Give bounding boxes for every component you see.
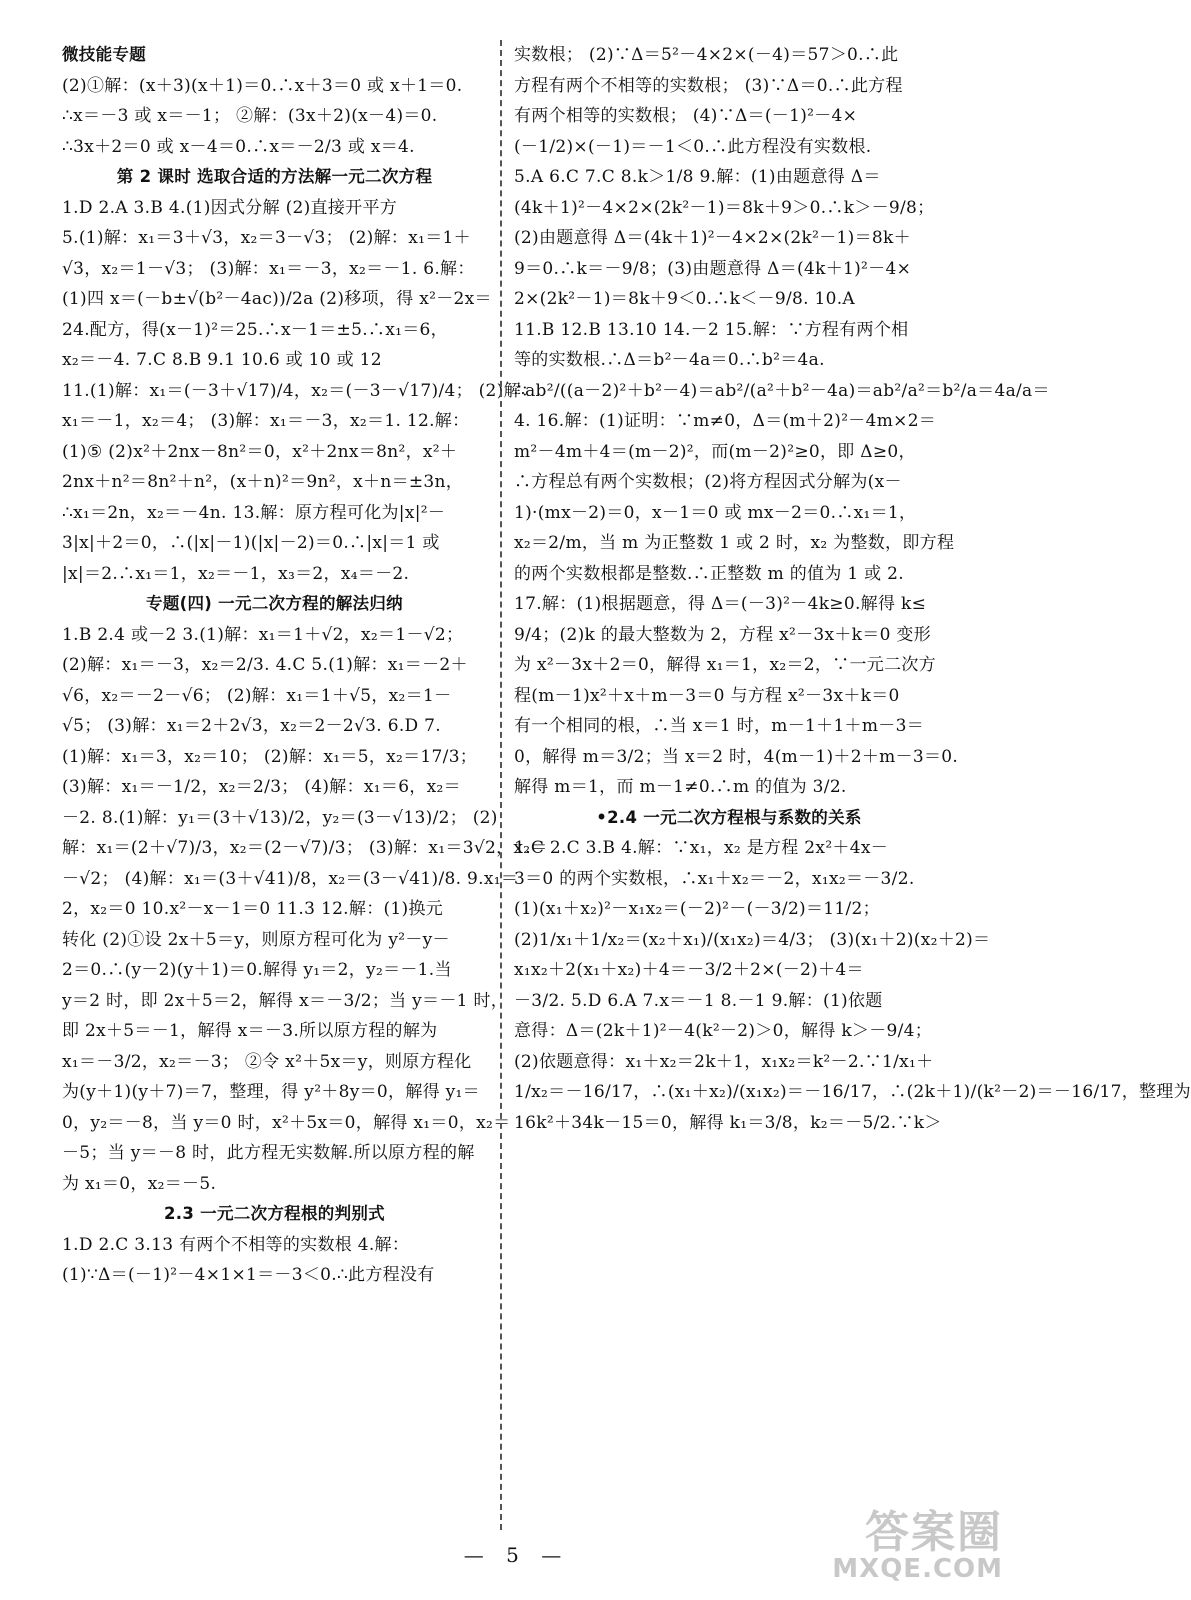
answer-line: (1)解：x₁＝3，x₂＝10； (2)解：x₁＝5，x₂＝17/3； xyxy=(62,746,478,767)
answer-line: 1.B 2.4 或－2 3.(1)解：x₁＝1＋√2，x₂＝1－√2； xyxy=(62,624,464,645)
answer-line: 3＝0 的两个实数根，∴x₁＋x₂＝－2，x₁x₂＝－3/2. xyxy=(514,868,915,889)
answer-line: x₂＝－4. 7.C 8.B 9.1 10.6 或 10 或 12 xyxy=(62,350,382,370)
right-column xyxy=(514,40,1191,1138)
answer-line: ∴ab²/((a－2)²＋b²－4)＝ab²/(a²＋b²－4a)＝ab²/a²＝b²/a＝4a/a＝ xyxy=(514,380,1050,401)
answer-line: 1.D 2.C 3.13 有两个不相等的实数根 4.解： xyxy=(62,1234,410,1255)
left-column xyxy=(62,40,548,1291)
answer-line: x₁＝－3/2，x₂＝－3； ②令 x²＋5x＝y，则原方程化 xyxy=(62,1051,472,1072)
answer-line: 1.C 2.C 3.B 4.解：∵x₁，x₂ 是方程 2x²＋4x－ xyxy=(514,838,889,858)
section-heading: 2.3 一元二次方程根的判别式 xyxy=(164,1204,385,1223)
answer-line: 意得：Δ＝(2k＋1)²－4(k²－2)＞0，解得 k＞－9/4； xyxy=(514,1021,933,1041)
answer-line: (1)四 x＝(－b±√(b²－4ac))/2a (2)移项，得 x²－2x＝ xyxy=(62,289,492,309)
section-heading: 第 2 课时 选取合适的方法解一元二次方程 xyxy=(116,167,433,186)
answer-line: 为(y＋1)(y＋7)＝7，整理，得 y²＋8y＝0，解得 y₁＝ xyxy=(62,1082,480,1102)
answer-line: 等的实数根.∴Δ＝b²－4a＝0.∴b²＝4a. xyxy=(514,350,825,370)
answer-line: 为 x₁＝0，x₂＝－5. xyxy=(62,1173,217,1194)
answer-line: (2)由题意得 Δ＝(4k＋1)²－4×2×(2k²－1)＝8k＋ xyxy=(514,228,911,248)
answer-line: 16k²＋34k－15＝0，解得 k₁＝3/8，k₂＝－5/2.∵k＞ xyxy=(514,1112,942,1133)
answer-line: x₁＝－1，x₂＝4； (3)解：x₁＝－3，x₂＝1. 12.解： xyxy=(62,411,470,431)
section-heading: •2.4 一元二次方程根与系数的关系 xyxy=(596,807,862,827)
answer-line: 解得 m＝1，而 m－1≠0.∴m 的值为 3/2. xyxy=(514,777,847,797)
answer-line: 0，解得 m＝3/2；当 x＝2 时，4(m－1)＋2＋m－3＝0. xyxy=(514,746,959,767)
answer-line: 2，x₂＝0 10.x²－x－1＝0 11.3 12.解：(1)换元 xyxy=(62,899,444,919)
answer-line: －3/2. 5.D 6.A 7.x＝－1 8.－1 9.解：(1)依题 xyxy=(514,990,883,1011)
answer-line: (1)(x₁＋x₂)²－x₁x₂＝(－2)²－(－3/2)＝11/2； xyxy=(514,899,880,919)
answer-line: 1.D 2.A 3.B 4.(1)因式分解 (2)直接开平方 xyxy=(62,197,398,218)
answer-line: 即 2x＋5＝－1，解得 x＝－3.所以原方程的解为 xyxy=(62,1021,438,1041)
answer-line: √6，x₂＝－2－√6； (2)解：x₁＝1＋√5，x₂＝1－ xyxy=(62,685,452,706)
answer-line: (2)依题意得：x₁＋x₂＝2k＋1，x₁x₂＝k²－2.∵1/x₁＋ xyxy=(514,1051,934,1072)
answer-line: 4. 16.解：(1)证明：∵m≠0，Δ＝(m＋2)²－4m×2＝ xyxy=(514,411,937,431)
watermark-cn: 答案圈 xyxy=(865,1507,1003,1558)
watermark-logo xyxy=(803,1496,1003,1596)
answer-line: √5； (3)解：x₁＝2＋2√3，x₂＝2－2√3. 6.D 7. xyxy=(62,716,441,736)
answer-line: 程(m－1)x²＋x＋m－3＝0 与方程 x²－3x＋k＝0 xyxy=(514,685,900,706)
answer-line: (2)1/x₁＋1/x₂＝(x₂＋x₁)/(x₁x₂)＝4/3； (3)(x₁＋2)(x₂＋2)＝ xyxy=(514,929,991,950)
answer-line: 1/x₂＝－16/17，∴(x₁＋x₂)/(x₁x₂)＝－16/17，∴(2k＋1)/(k²－2)＝－16/17，整理为 xyxy=(514,1082,1191,1102)
answer-line: 0，y₂＝－8，当 y＝0 时，x²＋5x＝0，解得 x₁＝0，x₂＝ xyxy=(62,1112,511,1133)
answer-line: x₁x₂＋2(x₁＋x₂)＋4＝－3/2＋2×(－2)＋4＝ xyxy=(514,960,864,980)
answer-line: 2nx＋n²＝8n²＋n²，(x＋n)²＝9n²，x＋n＝±3n， xyxy=(62,472,464,492)
answer-line: 2×(2k²－1)＝8k＋9＜0.∴k＜－9/8. 10.A xyxy=(514,289,856,309)
answer-line: 11.(1)解：x₁＝(－3＋√17)/4，x₂＝(－3－√17)/4； (2)解： xyxy=(62,380,539,401)
answer-line: (4k＋1)²－4×2×(2k²－1)＝8k＋9＞0.∴k＞－9/8； xyxy=(514,197,935,218)
answer-line: ∴x₁＝2n，x₂＝－4n. 13.解：原方程可化为|x|²－ xyxy=(62,502,446,523)
answer-line: y＝2 时，即 2x＋5＝2，解得 x＝－3/2；当 y＝－1 时， xyxy=(62,990,509,1011)
answer-line: (2)①解：(x＋3)(x＋1)＝0.∴x＋3＝0 或 x＋1＝0. xyxy=(62,75,463,96)
answer-line: 有两个相等的实数根； (4)∵Δ＝(－1)²－4× xyxy=(514,106,858,126)
section-heading: 专题(四) 一元二次方程的解法归纳 xyxy=(146,594,403,613)
answer-line: (1)⑤ (2)x²＋2nx－8n²＝0，x²＋2nx＝8n²，x²＋ xyxy=(62,441,458,462)
answer-line: 5.(1)解：x₁＝3＋√3，x₂＝3－√3； (2)解：x₁＝1＋ xyxy=(62,228,471,248)
answer-line: 17.解：(1)根据题意，得 Δ＝(－3)²－4k≥0.解得 k≤ xyxy=(514,594,927,614)
answer-line: m²－4m＋4＝(m－2)²，而(m－2)²≥0，即 Δ≥0， xyxy=(514,441,916,462)
watermark-en: MXQE.COM xyxy=(832,1554,1003,1584)
answer-line: ∴3x＋2＝0 或 x－4＝0.∴x＝－2/3 或 x＝4. xyxy=(62,136,415,157)
answer-line: √3，x₂＝1－√3； (3)解：x₁＝－3，x₂＝－1. 6.解： xyxy=(62,258,475,279)
answer-line: 有一个相同的根，∴当 x＝1 时，m－1＋1＋m－3＝ xyxy=(514,716,924,736)
answer-line: 实数根； (2)∵Δ＝5²－4×2×(－4)＝57＞0.∴此 xyxy=(514,45,899,65)
answer-line: 2＝0.∴(y－2)(y＋1)＝0.解得 y₁＝2，y₂＝－1.当 xyxy=(62,960,452,980)
answer-line: 5.A 6.C 7.C 8.k＞1/8 9.解：(1)由题意得 Δ＝ xyxy=(514,167,881,187)
answer-line: (2)解：x₁＝－3，x₂＝2/3. 4.C 5.(1)解：x₁＝－2＋ xyxy=(62,655,468,675)
answer-line: －5；当 y＝－8 时，此方程无实数解.所以原方程的解 xyxy=(62,1143,475,1163)
answer-line: －2. 8.(1)解：y₁＝(3＋√13)/2，y₂＝(3－√13)/2； (2) xyxy=(62,807,498,828)
answer-line: －√2； (4)解：x₁＝(3＋√41)/8，x₂＝(3－√41)/8. 9.x₁＝ xyxy=(62,868,519,889)
answer-line: 方程有两个不相等的实数根； (3)∵Δ＝0.∴此方程 xyxy=(514,75,903,96)
answer-line: 的两个实数根都是整数.∴正整数 m 的值为 1 或 2. xyxy=(514,563,904,584)
answer-line: (3)解：x₁＝－1/2，x₂＝2/3； (4)解：x₁＝6，x₂＝ xyxy=(62,777,461,797)
section-heading: 微技能专题 xyxy=(62,45,146,64)
answer-line: (1)∵Δ＝(－1)²－4×1×1＝－3＜0.∴此方程没有 xyxy=(62,1265,435,1285)
answer-line: 转化 (2)①设 2x＋5＝y，则原方程可化为 y²－y－ xyxy=(62,929,450,950)
answer-line: 9＝0.∴k＝－9/8；(3)由题意得 Δ＝(4k＋1)²－4× xyxy=(514,258,912,279)
answer-line: 24.配方，得(x－1)²＝25.∴x－1＝±5.∴x₁＝6， xyxy=(62,319,448,340)
column-divider xyxy=(500,40,502,1530)
answer-line: (－1/2)×(－1)＝－1＜0.∴此方程没有实数根. xyxy=(514,136,872,157)
answer-line: 11.B 12.B 13.10 14.－2 15.解：∵方程有两个相 xyxy=(514,319,909,340)
answer-line: x₂＝2/m，当 m 为正整数 1 或 2 时，x₂ 为整数，即方程 xyxy=(514,533,955,553)
answer-line: 为 x²－3x＋2＝0，解得 x₁＝1，x₂＝2，∵一元二次方 xyxy=(514,655,936,675)
page-number: — 5 — xyxy=(463,1543,570,1567)
answer-line: 3|x|＋2＝0，∴(|x|－1)(|x|－2)＝0.∴|x|＝1 或 xyxy=(62,533,440,553)
answer-line: |x|＝2.∴x₁＝1，x₂＝－1，x₃＝2，x₄＝－2. xyxy=(62,563,410,584)
answer-line: 1)·(mx－2)＝0，x－1＝0 或 mx－2＝0.∴x₁＝1， xyxy=(514,502,917,523)
answer-line: 解：x₁＝(2＋√7)/3，x₂＝(2－√7)/3； (3)解：x₁＝3√2，x₂＝ xyxy=(62,838,548,858)
answer-line: ∴x＝－3 或 x＝－1； ②解：(3x＋2)(x－4)＝0. xyxy=(62,106,438,126)
answer-line: 9/4；(2)k 的最大整数为 2，方程 x²－3x＋k＝0 变形 xyxy=(514,624,931,645)
answer-line: ∴方程总有两个实数根；(2)将方程因式分解为(x－ xyxy=(514,472,902,492)
